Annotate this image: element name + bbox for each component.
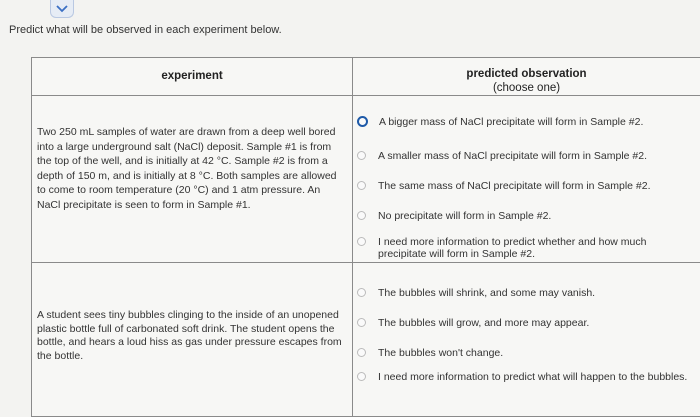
- option-label: I need more information to predict whether and how much precipitate will form in Sample #2.: [378, 236, 647, 260]
- exp1-option-4[interactable]: [357, 210, 696, 222]
- radio-button[interactable]: [357, 116, 368, 127]
- prediction-header-subtitle: (choose one): [492, 82, 561, 94]
- experiment-2-description: A student sees tiny bubbles clinging to the inside of an unopened plastic bottle full of carbonated soft drink. The student opens the bottle, and hears a loud hiss as gas under pressure escapes from the bottle.: [37, 309, 342, 362]
- option-label: A smaller mass of NaCl precipitate will form in Sample #2.: [378, 150, 648, 162]
- option-label: The bubbles will grow, and more may appear.: [378, 317, 590, 329]
- exp1-option-2[interactable]: [357, 150, 696, 162]
- header-divider: [32, 95, 700, 96]
- exp2-option-2[interactable]: [357, 317, 696, 329]
- chevron-down-icon: [56, 5, 68, 13]
- collapse-toggle[interactable]: [50, 0, 74, 18]
- exp2-option-3[interactable]: [357, 347, 696, 359]
- exp1-option-5[interactable]: [357, 236, 696, 260]
- radio-button[interactable]: [357, 237, 366, 246]
- exp2-option-1[interactable]: [357, 287, 696, 299]
- option-label: The bubbles won't change.: [378, 347, 504, 359]
- experiment-1-description: Two 250 mL samples of water are drawn from a deep well bored into a large underground salt (NaCl) deposit. Sample #1 is from the top of the well, and is initially at 42 °C. Sample #2 is from a depth of 150 m, and is initially at 8 °C. Both samples are allowed to come to room temperature (20 °C) and 1 atm pressure. An NaCl precipitate is seen to form in Sample #1.: [37, 126, 337, 211]
- radio-button[interactable]: [357, 181, 366, 190]
- option-label: The bubbles will shrink, and some may vanish.: [378, 287, 596, 299]
- radio-button[interactable]: [357, 151, 366, 160]
- question-prompt: Predict what will be observed in each experiment below.: [9, 24, 282, 36]
- option-label: No precipitate will form in Sample #2.: [378, 210, 552, 222]
- prediction-column-header: [353, 67, 700, 95]
- column-divider: [352, 58, 353, 416]
- option-label: I need more information to predict what will happen to the bubbles.: [378, 371, 688, 383]
- option-label: The same mass of NaCl precipitate will form in Sample #2.: [378, 180, 651, 192]
- row-divider: [32, 262, 700, 263]
- radio-button[interactable]: [357, 318, 366, 327]
- radio-button[interactable]: [357, 288, 366, 297]
- radio-button[interactable]: [357, 348, 366, 357]
- radio-button[interactable]: [357, 372, 366, 381]
- experiment-column-header: experiment: [161, 70, 223, 82]
- option-label: A bigger mass of NaCl precipitate will form in Sample #2.: [379, 116, 644, 128]
- prediction-header-title: predicted observation: [466, 68, 587, 80]
- exp2-option-4[interactable]: [357, 371, 696, 383]
- prediction-table: [31, 57, 700, 417]
- radio-button[interactable]: [357, 211, 366, 220]
- exp1-option-3[interactable]: [357, 180, 696, 192]
- exp1-option-1[interactable]: [357, 116, 696, 128]
